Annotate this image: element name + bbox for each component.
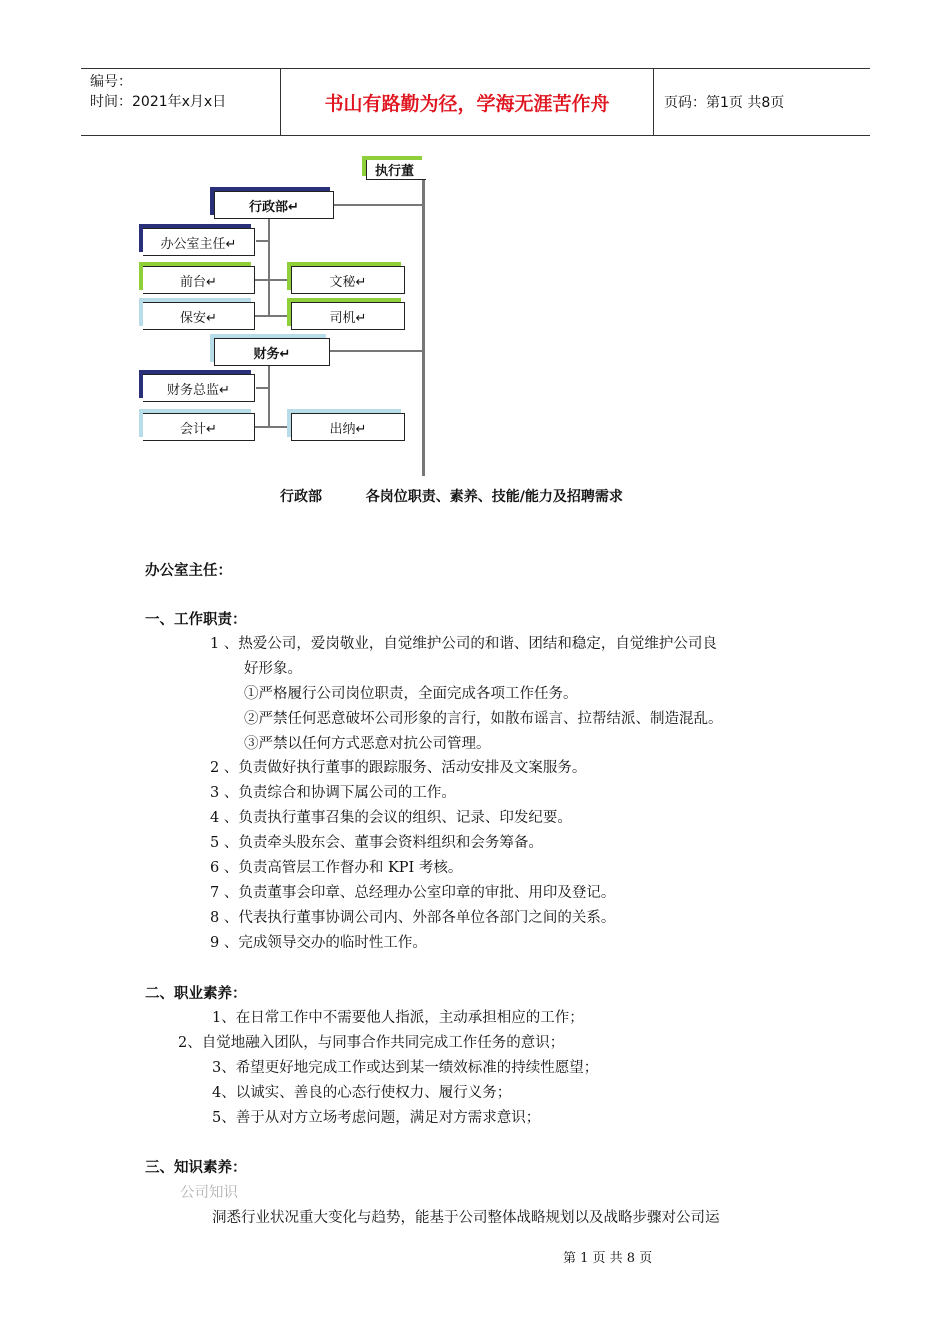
duty-item-1-cont: 好形象。 [244, 661, 302, 677]
knowledge-heading: 三、知识素养： [145, 1160, 247, 1176]
finance-branch-line [268, 365, 270, 427]
quality-item-5: 5、善于从对方立场考虑问题，满足对方需求意识； [212, 1110, 541, 1126]
duty-item-2: 2 、负责做好执行董事的跟踪服务、活动安排及文案服务。 [210, 760, 587, 776]
org-node-finance: 财务↵ [214, 338, 330, 366]
duty-item-6: 6 、负责高管层工作督办和 KPI 考核。 [210, 860, 463, 876]
org-node-finance-director: 财务总监↵ [143, 374, 255, 402]
quality-item-4: 4、以诚实、善良的心态行使权力、履行义务； [212, 1085, 512, 1101]
knowledge-sub: 公司知识 [180, 1185, 238, 1201]
connector-office [256, 240, 269, 242]
quality-item-3: 3、希望更好地完成工作或达到某一绩效标准的持续性愿望； [212, 1060, 599, 1076]
connector-accountant [254, 426, 292, 428]
duty-item-9: 9 、完成领导交办的临时性工作。 [210, 935, 427, 951]
org-node-reception: 前台↵ [143, 266, 255, 294]
connector-finance [330, 350, 424, 352]
org-node-driver: 司机↵ [291, 302, 405, 330]
duty-sub-2: ②严禁任何恶意破坏公司形象的言行，如散布谣言、拉帮结派、制造混乱。 [244, 711, 723, 727]
admin-branch-line [268, 218, 270, 316]
knowledge-text: 洞悉行业状况重大变化与趋势，能基于公司整体战略规划以及战略步骤对公司运 [212, 1210, 720, 1226]
org-node-office-director: 办公室主任↵ [143, 228, 255, 256]
header-page-info: 页码：第1页 共8页 [664, 95, 785, 111]
trunk-line [422, 160, 425, 476]
connector-finance-director [256, 387, 269, 389]
section-title: 办公室主任： [145, 563, 232, 579]
header-motto: 书山有路勤为径，学海无涯苦作舟 [281, 69, 654, 135]
connector-admin [334, 204, 424, 206]
duty-sub-1: ①严格履行公司岗位职责，全面完成各项工作任务。 [244, 686, 578, 702]
org-chart [0, 0, 950, 480]
caption-dept: 行政部 [280, 489, 322, 505]
time-label: 时间：2021年x月x日 [90, 94, 227, 110]
org-node-admin: 行政部↵ [214, 191, 334, 219]
org-node-accountant: 会计↵ [143, 413, 255, 441]
caption-title: 各岗位职责、素养、技能/能力及招聘需求 [365, 489, 623, 505]
duty-item-4: 4 、负责执行董事召集的会议的组织、记录、印发纪要。 [210, 810, 572, 826]
connector-reception [254, 279, 292, 281]
duty-item-8: 8 、代表执行董事协调公司内、外部各单位各部门之间的关系。 [210, 910, 616, 926]
duty-item-1: 1 、热爱公司，爱岗敬业，自觉维护公司的和谐、团结和稳定，自觉维护公司良 [210, 636, 717, 652]
connector-security [254, 315, 292, 317]
org-node-security: 保安↵ [143, 302, 255, 330]
duty-item-7: 7 、负责董事会印章、总经理办公室印章的审批、用印及登记。 [210, 885, 616, 901]
duties-heading: 一、工作职责： [145, 612, 247, 628]
org-node-top: 执行董 [366, 160, 426, 180]
quality-item-2: 2、自觉地融入团队，与同事合作共同完成工作任务的意识； [178, 1035, 565, 1051]
quality-heading: 二、职业素养： [145, 986, 247, 1002]
page-footer: 第 1 页 共 8 页 [563, 1251, 653, 1266]
duty-item-3: 3 、负责综合和协调下属公司的工作。 [210, 785, 456, 801]
number-label: 编号： [90, 74, 132, 90]
org-node-cashier: 出纳↵ [291, 413, 405, 441]
duty-item-5: 5 、负责牵头股东会、董事会资料组织和会务筹备。 [210, 835, 543, 851]
org-node-secretary: 文秘↵ [291, 266, 405, 294]
quality-item-1: 1、在日常工作中不需要他人指派，主动承担相应的工作； [212, 1010, 584, 1026]
duty-sub-3: ③严禁以任何方式恶意对抗公司管理。 [244, 736, 491, 752]
chart-caption [280, 486, 623, 506]
